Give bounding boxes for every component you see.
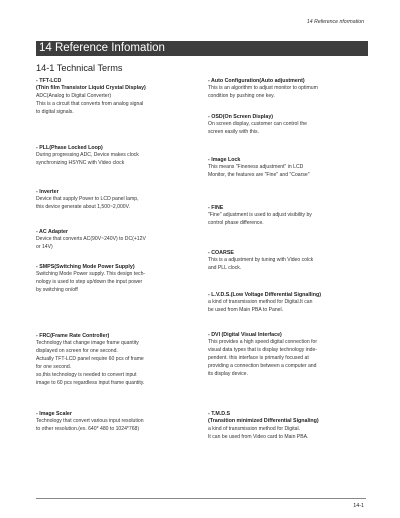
term-heading xyxy=(36,411,188,418)
term-description-line: image to 60 pcs regardless input frame quantity. xyxy=(36,379,145,386)
section-subtitle: 14-1 Technical Terms xyxy=(36,63,123,73)
term-entry-smps-switching-mode-power-supply xyxy=(36,264,188,295)
term-entry-dvi-digital-visual-interface xyxy=(208,332,360,379)
term-heading-line: (Thin film Transistor Liquid Crystal Display) xyxy=(36,85,146,92)
term-description-line: this device generate about 1,500~2,000V. xyxy=(36,204,130,211)
term-description-line: and PLL clock. xyxy=(208,265,242,272)
page-number: 14-1 xyxy=(353,503,364,509)
term-heading-line: (Transition minimized Differential Signaling) xyxy=(208,418,319,425)
term-description xyxy=(208,212,360,228)
term-description-line: be used from Main PBA to Panel. xyxy=(208,307,284,314)
running-header: 14 Reference nformation xyxy=(306,19,364,25)
term-heading xyxy=(208,78,360,85)
term-entry-inverter xyxy=(36,189,188,212)
term-description-line: visual data types that is display technology inde- xyxy=(208,347,318,354)
term-heading-line: - T.M.D.S xyxy=(208,411,231,417)
term-description-line: a kind of transmission method for Digital.It can xyxy=(208,299,313,306)
term-description xyxy=(208,257,360,273)
term-heading xyxy=(208,250,360,257)
term-entry-fine xyxy=(208,205,360,228)
term-description-line: nology is used to step up/down the input power xyxy=(36,279,143,286)
term-description xyxy=(36,152,188,168)
term-entry-frc-frame-rate-controller xyxy=(36,333,188,388)
term-entry-image-scaler xyxy=(36,411,188,434)
term-description-line: This is a adjustment by tuning with Video colck xyxy=(208,257,314,264)
term-description-line: Monitor, the features are "Fine" and "Coarse" xyxy=(208,172,310,179)
term-heading-line: - PLL(Phase Locked Loop) xyxy=(36,145,103,151)
term-description xyxy=(36,196,188,212)
term-heading-line: - Auto Configuration(Auto adjustment) xyxy=(208,78,305,84)
term-description xyxy=(36,340,188,387)
term-description-line: displayed on screen for one second. xyxy=(36,348,118,355)
term-description-line: "Fine" adjustment is used to adjust visibility by xyxy=(208,212,312,219)
term-heading xyxy=(36,229,188,236)
term-description-line: screen easily with this. xyxy=(208,129,259,136)
term-description xyxy=(36,93,188,117)
term-description-line: This provides a high speed digital connection for xyxy=(208,339,318,346)
term-heading-line: - Image Lock xyxy=(208,157,241,163)
term-heading xyxy=(36,145,188,152)
term-heading xyxy=(36,333,188,340)
term-description-line: to digital signals. xyxy=(36,108,74,115)
footer-rule xyxy=(36,498,366,499)
term-entry-tft-lcd xyxy=(36,78,188,117)
term-heading xyxy=(208,332,360,339)
term-heading-line: - L.V.D.S.(Low Voltage Differential Signalling) xyxy=(208,292,322,298)
term-entry-ac-adapter xyxy=(36,229,188,252)
term-description-line: Device that supply Power to LCD panel lamp, xyxy=(36,196,139,203)
term-description xyxy=(208,426,360,442)
term-heading-line: - FINE xyxy=(208,205,224,211)
term-description-line: by switching on/off xyxy=(36,287,78,294)
term-heading-line: - FRC(Frame Rate Controller) xyxy=(36,333,110,339)
term-description xyxy=(208,299,360,315)
term-entry-osd-on-screen-display xyxy=(208,114,360,137)
term-heading-line: - Inverter xyxy=(36,189,59,195)
term-description xyxy=(208,85,360,101)
term-description-line: This is a circuit that converts from analog signal xyxy=(36,100,144,107)
term-heading xyxy=(208,411,360,426)
term-description-line: This is an algorithm to adjust monitor to optimum xyxy=(208,85,318,92)
term-description-line: Technology that change image frame quantity xyxy=(36,340,139,347)
term-entry-l-v-d-s-low-voltage-differential-signalling xyxy=(208,292,360,315)
term-entry-pll-phase-locked-loop xyxy=(36,145,188,168)
term-heading-line: - TFT-LCD xyxy=(36,78,62,84)
term-description xyxy=(208,339,360,379)
term-heading-line: - OSD(On Screen Display) xyxy=(208,114,274,120)
term-description-line: its display device. xyxy=(208,371,248,378)
term-description-line: or 14V) xyxy=(36,244,53,251)
term-entry-auto-configuration-auto-adjustment xyxy=(208,78,360,101)
term-description-line: This means "Fineness adjustment" in LCD xyxy=(208,164,304,171)
term-description xyxy=(36,271,188,295)
term-description-line: pendent. this interface is primarily focused at xyxy=(208,355,309,362)
term-description xyxy=(208,164,360,180)
term-description-line: providing a connection between a computer and xyxy=(208,363,317,370)
term-description xyxy=(36,236,188,252)
term-heading xyxy=(36,264,188,271)
term-description-line: Technology that convert various input resolution xyxy=(36,418,144,425)
term-description-line: control phase difference. xyxy=(208,220,264,227)
page-title: 14 Reference Infomation xyxy=(36,41,368,56)
term-heading xyxy=(208,114,360,121)
term-description-line: so,this technology is needed to convert input xyxy=(36,372,137,379)
term-entry-t-m-d-s xyxy=(208,411,360,442)
term-heading-line: - DVI (Digital Visual Interface) xyxy=(208,332,282,338)
term-description xyxy=(36,418,188,434)
term-description-line: condition by pushing one key. xyxy=(208,93,275,100)
term-description-line: During progressing ADC, Device makes clock xyxy=(36,152,139,159)
term-entry-image-lock xyxy=(208,157,360,180)
term-heading-line: - SMPS(Switching Mode Power Supply) xyxy=(36,264,135,270)
term-heading-line: - AC Adapter xyxy=(36,229,68,235)
term-description-line: a kind of transmission method for Digital. xyxy=(208,425,301,432)
term-heading xyxy=(208,205,360,212)
term-heading-line: - COARSE xyxy=(208,250,234,256)
term-heading xyxy=(36,189,188,196)
term-heading xyxy=(208,157,360,164)
term-entry-coarse xyxy=(208,250,360,273)
term-heading xyxy=(208,292,360,299)
term-description-line: ADC(Analog to Digital Converter) xyxy=(36,92,112,99)
term-description-line: Actually TFT-LCD panel require 60 pcs of frame xyxy=(36,356,144,363)
term-description xyxy=(208,121,360,137)
term-description-line: Switching Mode Power supply. This design tech- xyxy=(36,271,146,278)
term-description-line: synchronizing HSYNC with Video clock xyxy=(36,160,125,167)
term-description-line: It can be used from Video card to Main PBA. xyxy=(208,433,309,440)
term-heading xyxy=(36,78,188,93)
term-heading-line: - Image Scaler xyxy=(36,411,72,417)
term-description-line: to other resolution.(ex. 640* 480 to 1024*768) xyxy=(36,426,140,433)
term-description-line: for one second. xyxy=(36,364,72,371)
term-description-line: Device that converts AC(90V~240V) to DC(+12V xyxy=(36,236,146,243)
term-description-line: On screen display, customer can control the xyxy=(208,121,307,128)
